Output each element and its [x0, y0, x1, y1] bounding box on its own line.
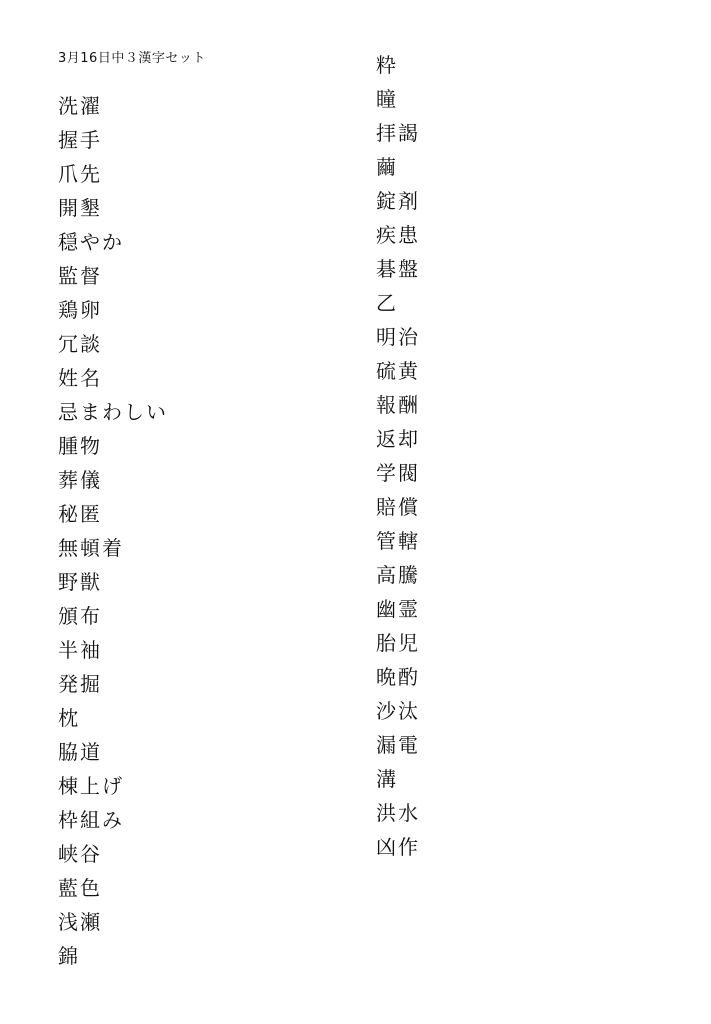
word-item: 洪水	[376, 801, 420, 825]
word-item: 腫物	[58, 434, 102, 458]
word-item: 葬儀	[58, 468, 102, 492]
word-item: 握手	[58, 128, 102, 152]
word-item: 秘匿	[58, 502, 102, 526]
word-item: 幽霊	[376, 597, 420, 621]
word-item: 峡谷	[58, 842, 102, 866]
word-item: 爪先	[58, 162, 102, 186]
word-item: 管轄	[376, 529, 420, 553]
word-item: 高騰	[376, 563, 420, 587]
word-item: 野獣	[58, 570, 102, 594]
left-word-column	[58, 89, 168, 973]
word-item: 頒布	[58, 604, 102, 628]
word-item: 賠償	[376, 495, 420, 519]
word-item: 硫黄	[376, 359, 420, 383]
word-item: 洗濯	[58, 94, 102, 118]
word-item: 枠組み	[58, 808, 124, 832]
word-item: 浅瀬	[58, 910, 102, 934]
word-item: 開墾	[58, 196, 102, 220]
word-item: 乙	[376, 291, 398, 315]
word-item: 返却	[376, 427, 420, 451]
word-item: 明治	[376, 325, 420, 349]
word-item: 漏電	[376, 733, 420, 757]
word-item: 沙汰	[376, 699, 420, 723]
word-item: 晩酌	[376, 665, 420, 689]
word-item: 拝謁	[376, 121, 420, 145]
word-item: 粋	[376, 53, 398, 77]
word-item: 胎児	[376, 631, 420, 655]
word-item: 監督	[58, 264, 102, 288]
word-item: 碁盤	[376, 257, 420, 281]
word-item: 溝	[376, 767, 398, 791]
word-item: 姓名	[58, 366, 102, 390]
word-item: 半袖	[58, 638, 102, 662]
page-title: 3月16日中３漢字セット	[58, 51, 206, 66]
word-item: 学閥	[376, 461, 420, 485]
word-item: 錠剤	[376, 189, 420, 213]
word-item: 藍色	[58, 876, 102, 900]
word-item: 錦	[58, 944, 80, 968]
word-item: 発掘	[58, 672, 102, 696]
word-item: 無頓着	[58, 536, 124, 560]
word-item: 棟上げ	[58, 774, 124, 798]
word-item: 報酬	[376, 393, 420, 417]
word-item: 瞳	[376, 87, 398, 111]
word-item: 枕	[58, 706, 80, 730]
right-word-column	[376, 48, 420, 864]
word-item: 凶作	[376, 835, 420, 859]
word-item: 疾患	[376, 223, 420, 247]
word-item: 穏やか	[58, 230, 124, 254]
word-item: 脇道	[58, 740, 102, 764]
word-item: 繭	[376, 155, 398, 179]
word-item: 忌まわしい	[58, 400, 168, 424]
word-item: 冗談	[58, 332, 102, 356]
word-item: 鶏卵	[58, 298, 102, 322]
